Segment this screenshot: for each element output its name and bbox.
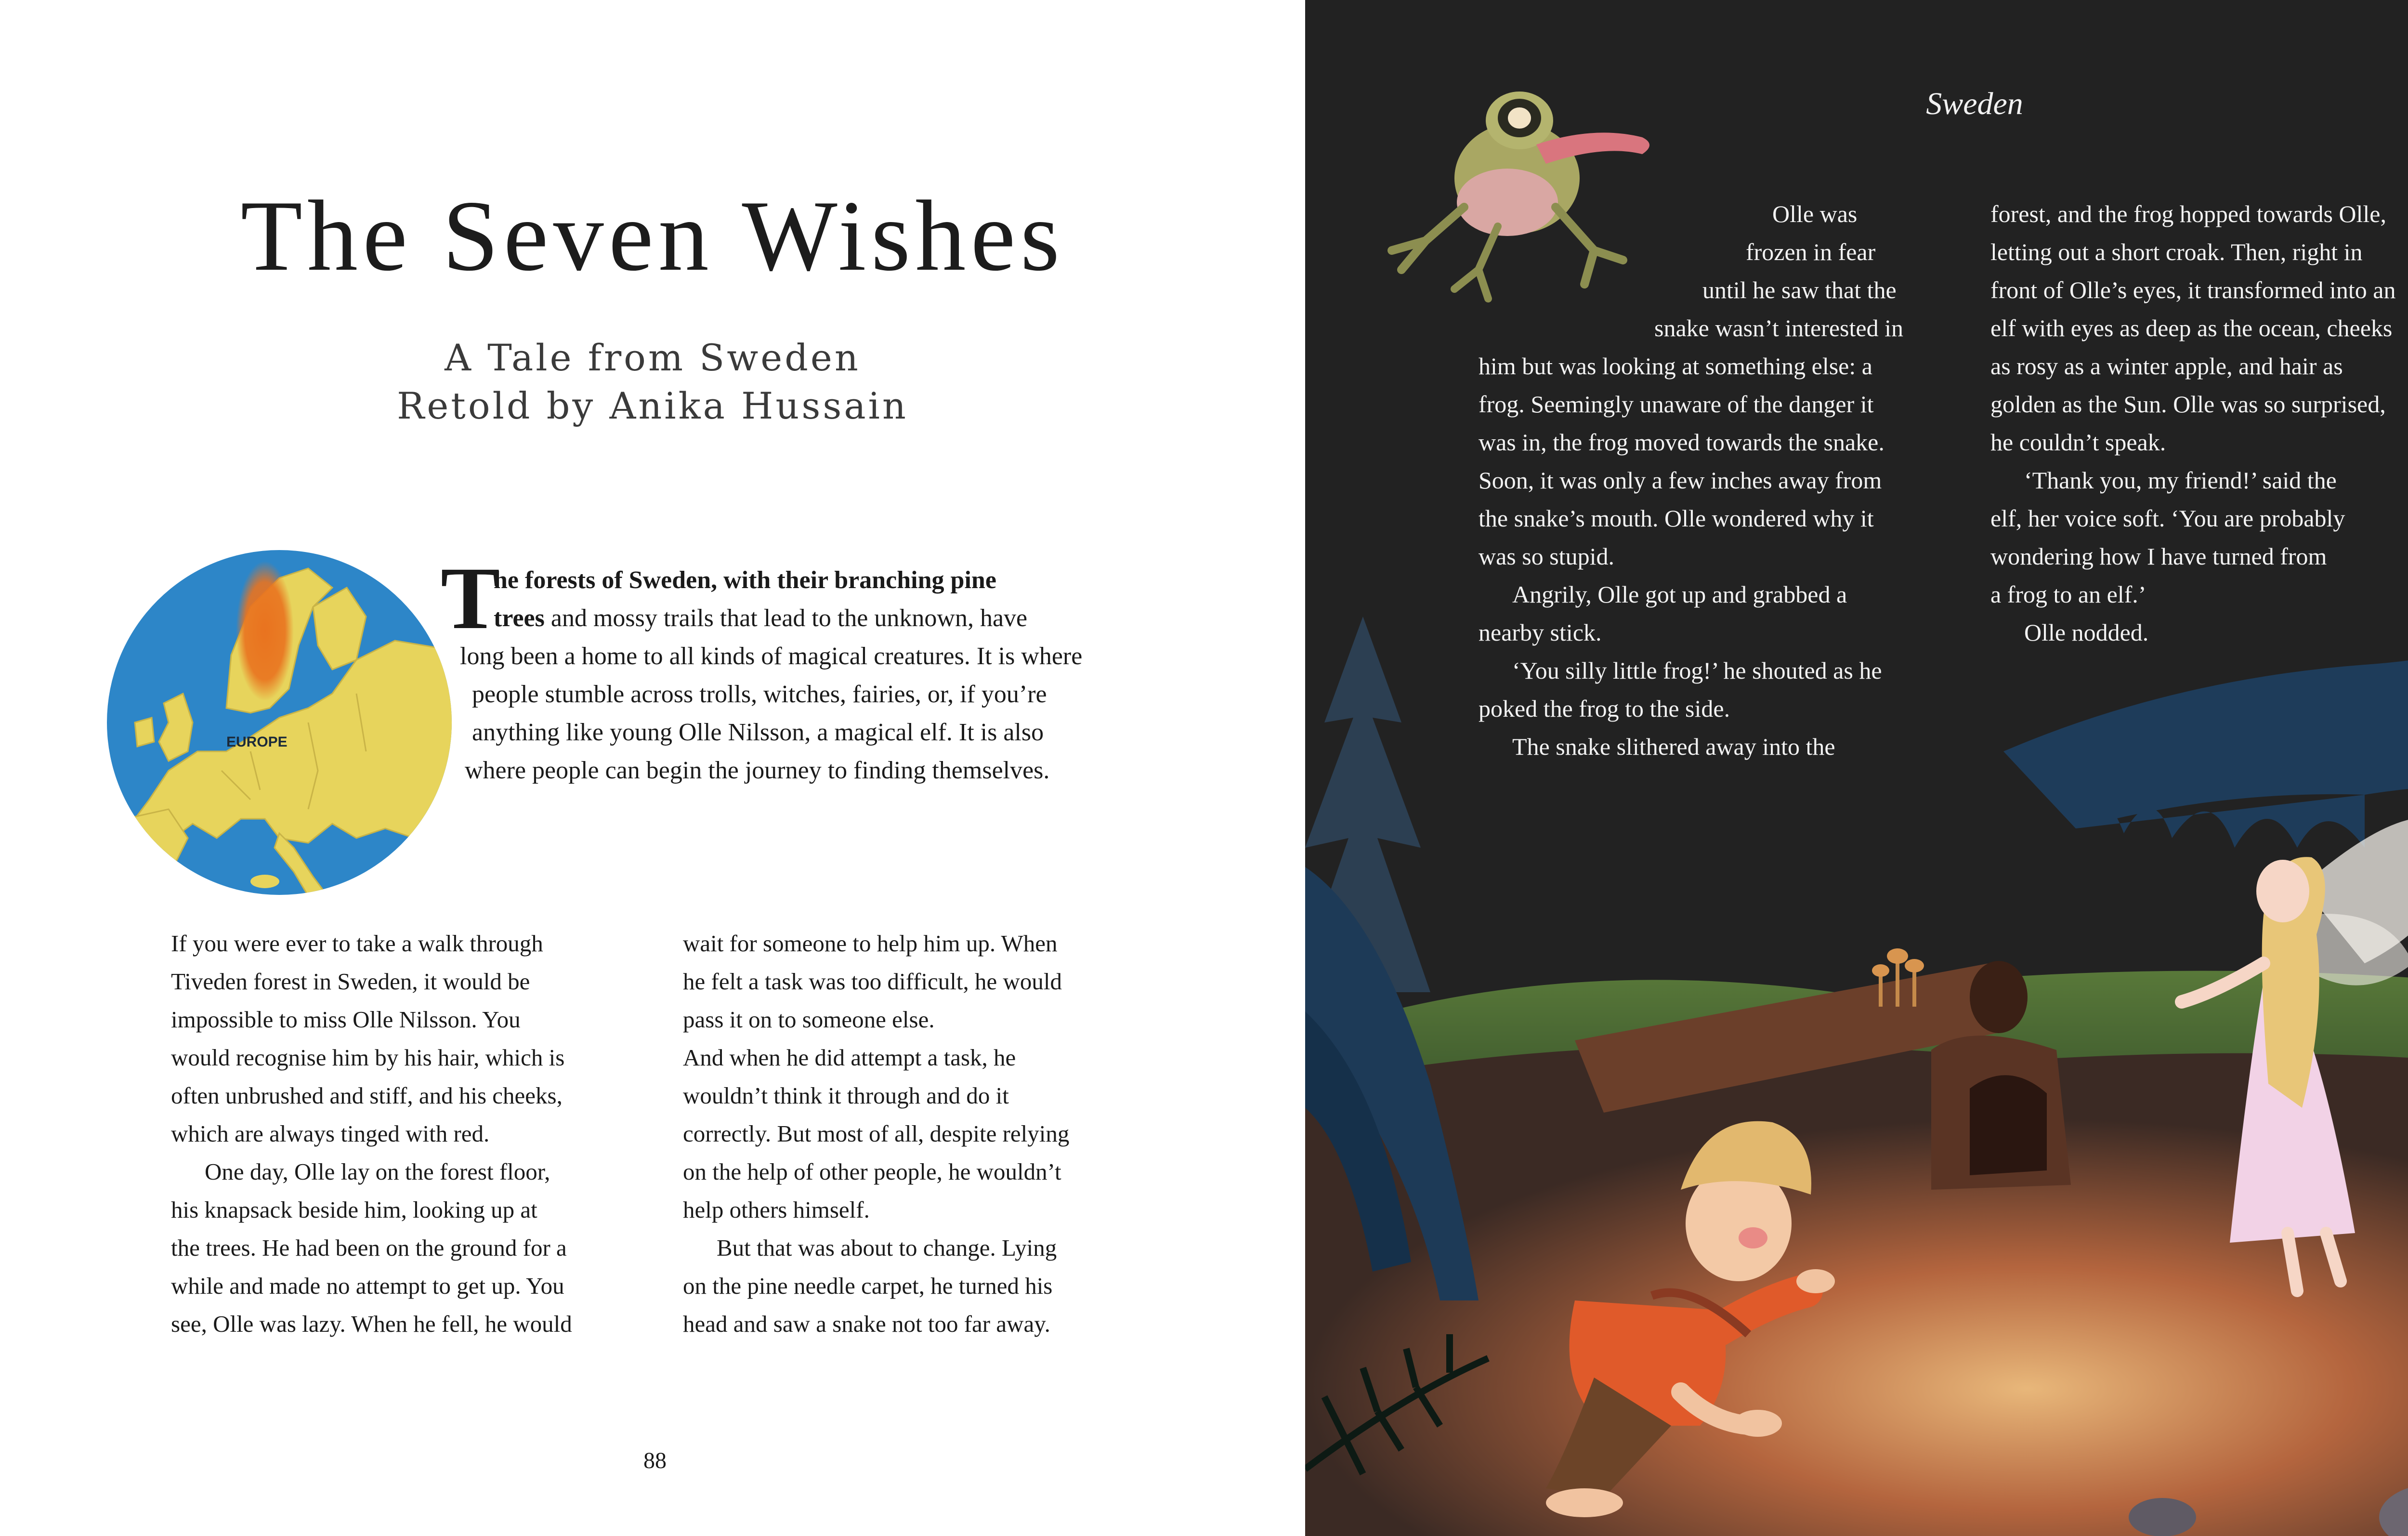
text-line: as rosy as a winter apple, and hair as <box>1990 353 2343 380</box>
running-head: Sweden <box>1926 86 2023 121</box>
text-line: was so stupid. <box>1479 543 1614 570</box>
text-line: ‘Thank you, my friend!’ said the <box>2024 467 2337 494</box>
text-line: head and saw a snake not too far away. <box>683 1311 1050 1337</box>
text-line: the trees. He had been on the ground for a <box>171 1234 567 1261</box>
intro-line: anything like young Olle Nilsson, a magical elf. It is also <box>472 719 1044 746</box>
text-line: a frog to an elf.’ <box>1990 581 2146 608</box>
subtitle-reteller: Retold by Anika Hussain <box>397 384 908 427</box>
text-line: pass it on to someone else. <box>683 1006 935 1033</box>
text-line: correctly. But most of all, despite relying <box>683 1120 1070 1147</box>
text-line: forest, and the frog hopped towards Olle, <box>1990 200 2386 227</box>
text-line: elf with eyes as deep as the ocean, cheeks <box>1990 315 2393 341</box>
text-line: while and made no attempt to get up. You <box>171 1273 564 1299</box>
map-label: EUROPE <box>226 734 288 750</box>
text-line: golden as the Sun. Olle was so surprised, <box>1990 391 2386 418</box>
text-line: But that was about to change. Lying <box>717 1234 1057 1261</box>
intro-line: where people can begin the journey to finding themselves. <box>465 757 1050 784</box>
text-line: front of Olle’s eyes, it transformed into an <box>1990 276 2396 303</box>
text-line: impossible to miss Olle Nilsson. You <box>171 1006 521 1033</box>
text-line: If you were ever to take a walk through <box>171 930 543 957</box>
intro-line: long been a home to all kinds of magical creatures. It is where <box>460 643 1083 670</box>
text-line: And when he did attempt a task, he <box>683 1044 1016 1071</box>
text-line: him but was looking at something else: a <box>1479 353 1872 380</box>
subtitle-origin: A Tale from Sweden <box>445 336 861 379</box>
text-line: Angrily, Olle got up and grabbed a <box>1512 581 1847 608</box>
europe-map-icon <box>106 549 453 896</box>
text-line: The snake slithered away into the <box>1512 733 1835 760</box>
text-line: Tiveden forest in Sweden, it would be <box>171 968 530 995</box>
text-line: wait for someone to help him up. When <box>683 930 1058 957</box>
intro-line: people stumble across trolls, witches, fairies, or, if you’re <box>472 681 1047 708</box>
text-line: on the help of other people, he wouldn’t <box>683 1158 1061 1185</box>
left-page: The Seven Wishes A Tale from Sweden Retold by Anika Hussain EUROPE T he forests of Sweden, with their branching pine trees and mossy trails that lead to the unknown, have long been a home to all kinds of magical creatures. It is where people stumble across trolls, witches, fairies, or, if you’re anything like young Olle Nilsson, a magical elf. It is also where people can begin the journey to finding themselves. If you were ever to take a walk through Tiveden forest in Sweden, it would be impossible to miss Olle Nilsson. You would recognise him by his hair, which is often unbrushed and stiff, and his cheeks, which are always tinged with red. One day, Olle lay on the forest floor, his knapsack beside him, looking up at the trees. He had been on the ground for a while and made no attempt to get up. You see, Olle was lazy. When he fell, he would wait for someone to help him up. When he felt a task was too difficult, he would pass it on to someone else. And when he did attempt a task, he wouldn’t think it through and do it correctly. But most of all, despite relying on the help of other people, he wouldn’t help others himself. But that was about to change. Lying on the pine needle carpet, he turned his head and saw a snake not too far away. 88 <box>0 0 1305 1536</box>
text-line: he couldn’t speak. <box>1990 429 2166 456</box>
text-line: the snake’s mouth. Olle wondered why it <box>1479 505 1874 532</box>
text-line: which are always tinged with red. <box>171 1120 490 1147</box>
text-line: letting out a short croak. Then, right in <box>1990 238 2363 265</box>
text-line: Olle nodded. <box>2024 619 2149 646</box>
text-line: wondering how I have turned from <box>1990 543 2327 570</box>
text-line: help others himself. <box>683 1196 870 1223</box>
page-number: 88 <box>643 1448 667 1473</box>
drop-cap: T <box>441 549 500 648</box>
text-line: often unbrushed and stiff, and his cheeks, <box>171 1082 563 1109</box>
rock <box>2129 1498 2196 1536</box>
text-line: frog. Seemingly unaware of the danger it <box>1479 391 1874 418</box>
text-line: his knapsack beside him, looking up at <box>171 1196 537 1223</box>
text-line: see, Olle was lazy. When he fell, he would <box>171 1311 572 1337</box>
text-line: elf, her voice soft. ‘You are probably <box>1990 505 2345 532</box>
text-line: was in, the frog moved towards the snake. <box>1479 429 1885 456</box>
text-line: wouldn’t think it through and do it <box>683 1082 1009 1109</box>
sweden-highlight <box>236 561 294 701</box>
text-line: snake wasn’t interested in <box>1654 315 1903 341</box>
right-page <box>1305 0 2408 1536</box>
text-line: Olle was <box>1772 200 1858 227</box>
text-line: One day, Olle lay on the forest floor, <box>205 1158 550 1185</box>
story-title: The Seven Wishes <box>240 180 1065 292</box>
text-line: would recognise him by his hair, which is <box>171 1044 565 1071</box>
text-line: ‘You silly little frog!’ he shouted as he <box>1512 657 1882 684</box>
text-line: until he saw that the <box>1702 276 1897 303</box>
text-line: frozen in fear <box>1746 238 1876 265</box>
text-line: poked the frog to the side. <box>1479 695 1730 722</box>
text-line: nearby stick. <box>1479 619 1602 646</box>
forest-illustration <box>1305 0 2408 1536</box>
text-line: Soon, it was only a few inches away from <box>1479 467 1882 494</box>
text-line: on the pine needle carpet, he turned his <box>683 1273 1053 1299</box>
text-line: he felt a task was too difficult, he would <box>683 968 1062 995</box>
